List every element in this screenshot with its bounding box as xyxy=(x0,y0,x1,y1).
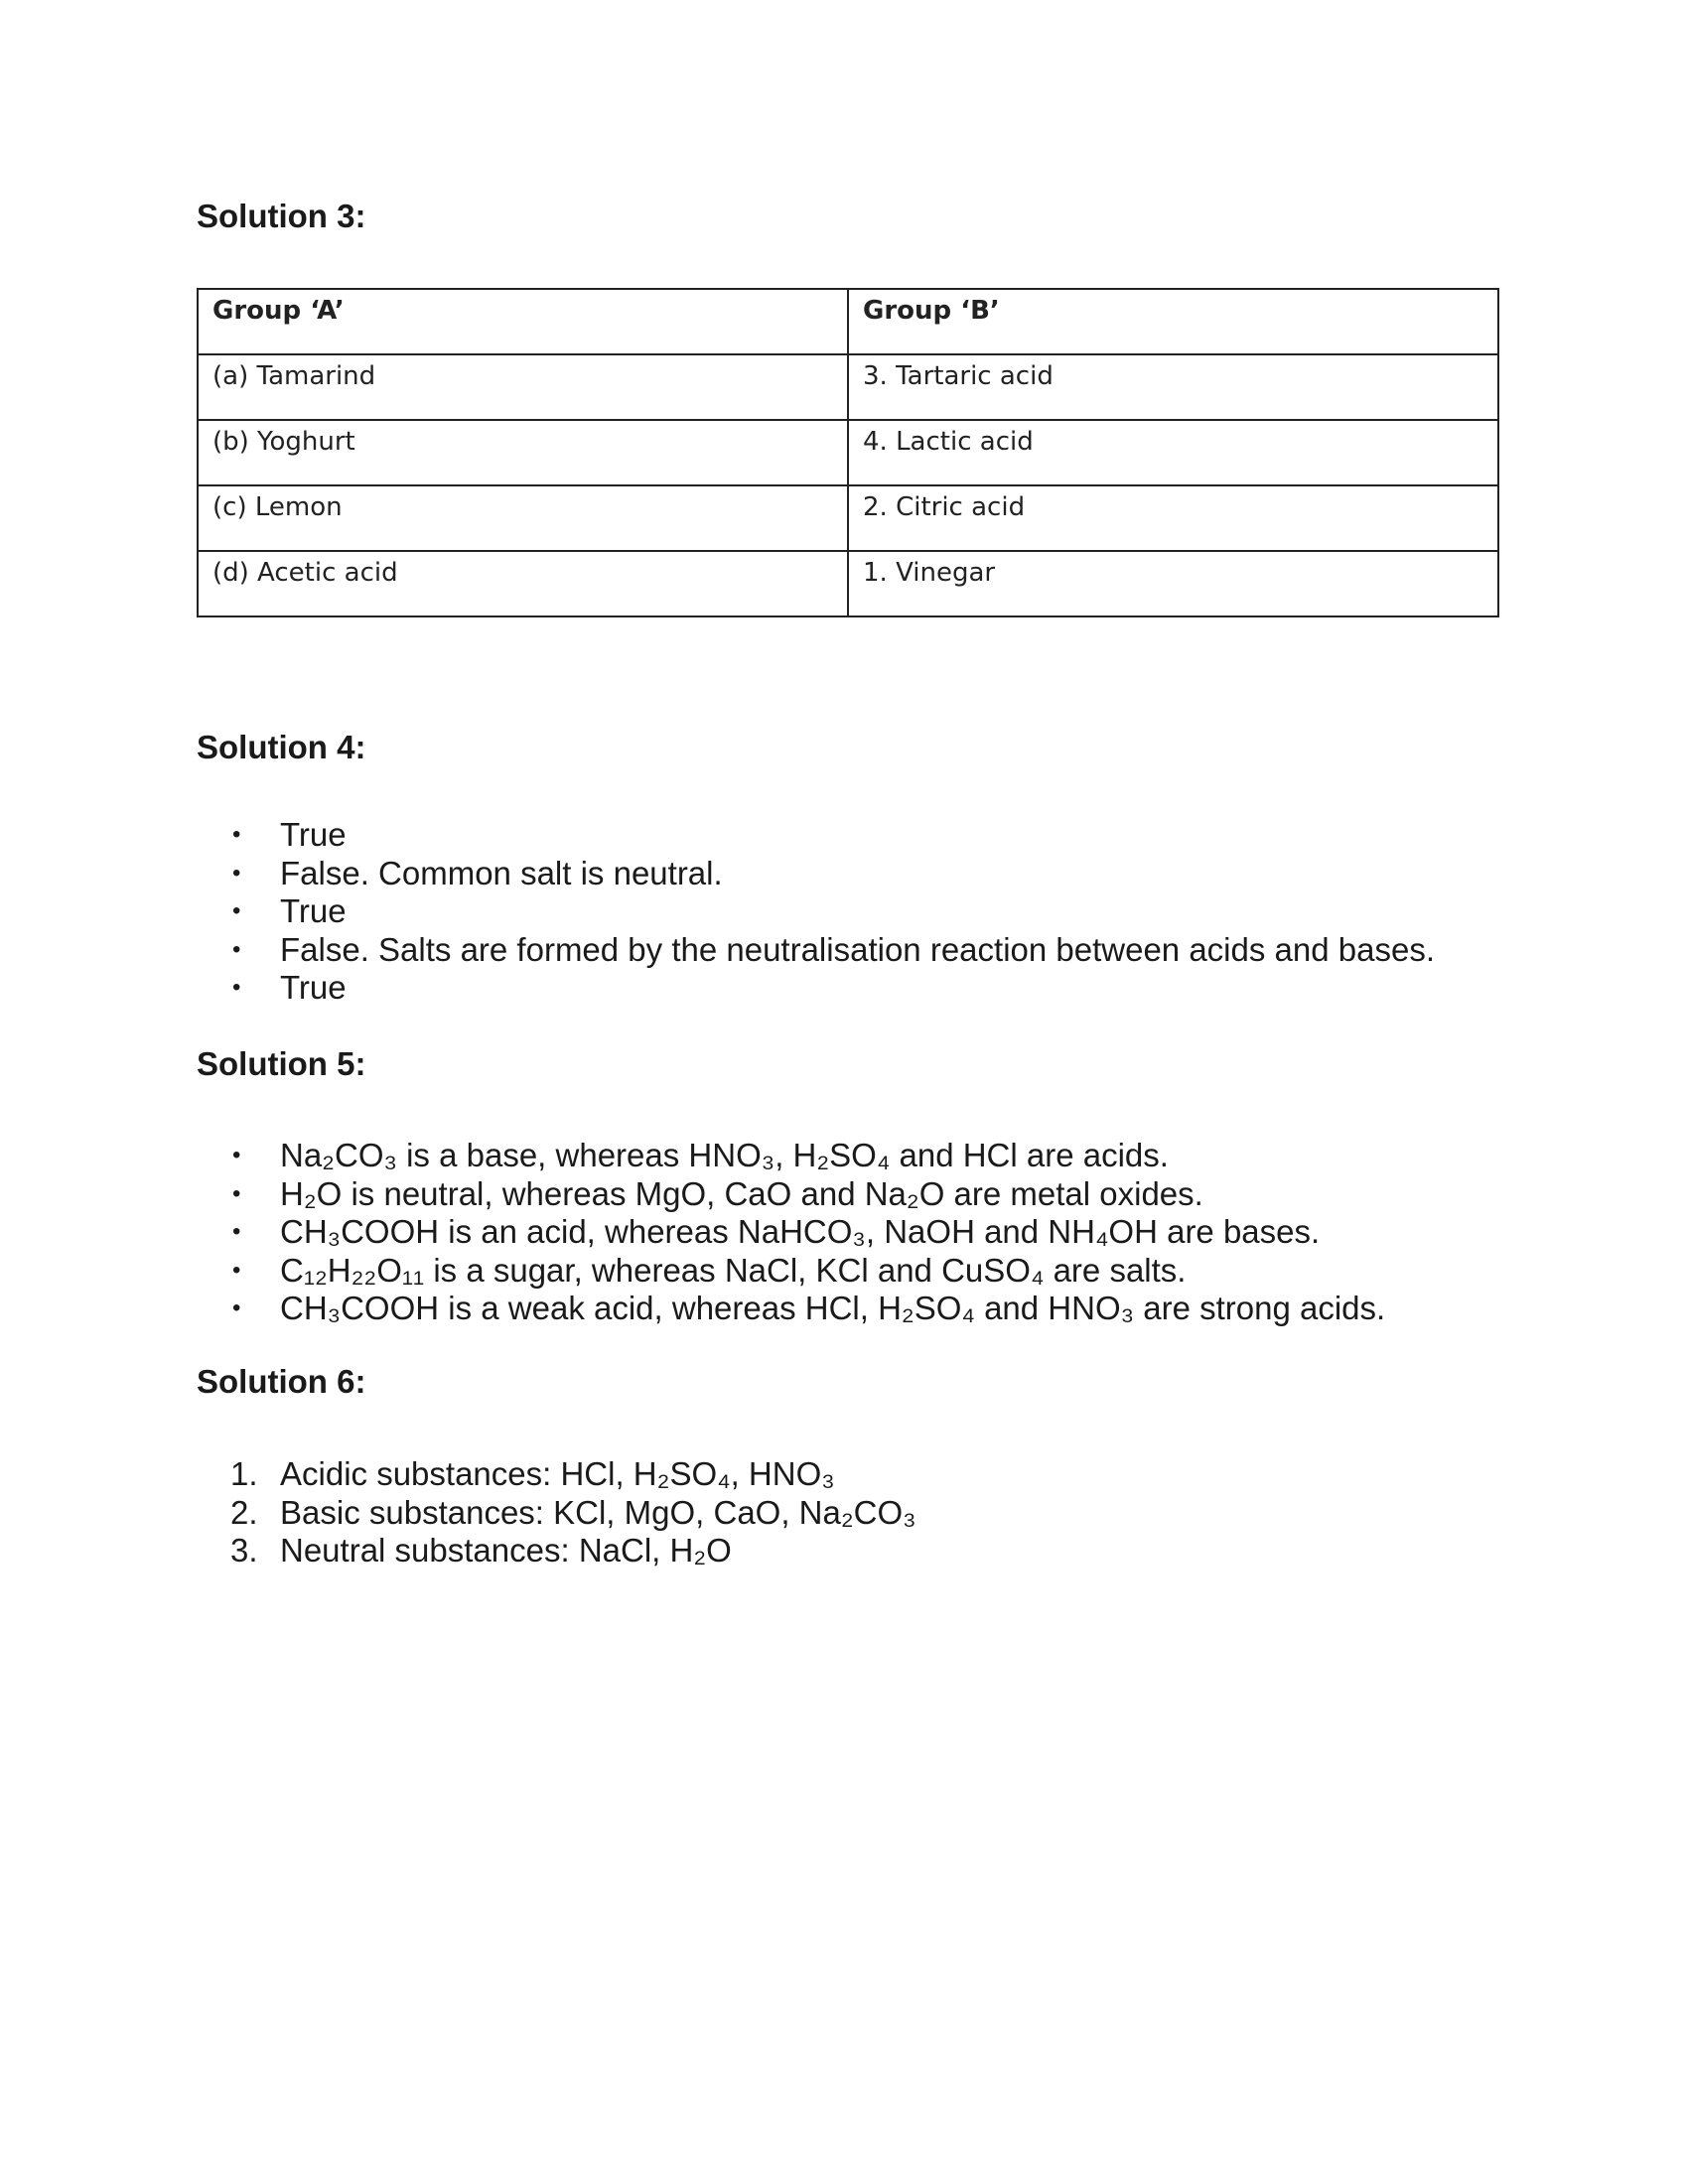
list-item-number: 3. xyxy=(230,1532,258,1569)
bullet-icon: • xyxy=(232,974,241,1001)
list-item-text: True xyxy=(280,816,347,853)
bullet-icon: • xyxy=(232,1256,241,1284)
bullet-icon: • xyxy=(232,821,241,848)
bullet-icon: • xyxy=(232,1218,241,1245)
list-item xyxy=(197,1494,916,1533)
list-item xyxy=(197,1175,1385,1214)
list-item xyxy=(197,1137,1385,1175)
solution-5-heading: Solution 5: xyxy=(197,1045,366,1082)
list-item-text: CH₃COOH is a weak acid, whereas HCl, H₂SO₄ and HNO₃ are strong acids. xyxy=(280,1290,1386,1326)
bullet-icon: • xyxy=(232,1179,241,1207)
list-item-text: False. Common salt is neutral. xyxy=(280,854,723,891)
list-item xyxy=(197,969,1435,1008)
list-item-text: True xyxy=(280,892,347,929)
bullet-icon: • xyxy=(232,1142,241,1168)
list-item-text: Acidic substances: HCl, H₂SO₄, HNO₃ xyxy=(280,1455,835,1492)
list-item xyxy=(197,1252,1385,1291)
list-item-text: H₂O is neutral, whereas MgO, CaO and Na₂O are metal oxides. xyxy=(280,1174,1203,1212)
list-item-text: False. Salts are formed by the neutralisation reaction between acids and bases. xyxy=(280,930,1435,968)
table-row xyxy=(198,420,1498,485)
solution-5-list xyxy=(197,1137,1385,1328)
table-cell: (c) Lemon xyxy=(198,485,848,551)
table-cell: (d) Acetic acid xyxy=(198,551,848,616)
solution-3-heading: Solution 3: xyxy=(197,198,366,234)
table-row xyxy=(198,485,1498,551)
table-cell: (a) Tamarind xyxy=(198,354,848,420)
list-item-text: CH₃COOH is an acid, whereas NaHCO₃, NaOH and NH₄OH are bases. xyxy=(280,1213,1321,1250)
list-item xyxy=(197,1213,1385,1252)
list-item xyxy=(197,1532,916,1570)
list-item xyxy=(197,855,1435,893)
table-cell: 1. Vinegar xyxy=(848,551,1498,616)
bullet-icon: • xyxy=(232,1295,241,1321)
list-item-text: True xyxy=(280,969,347,1006)
list-item xyxy=(197,1455,916,1494)
bullet-icon: • xyxy=(232,935,241,963)
list-item-number: 1. xyxy=(230,1455,258,1492)
list-item xyxy=(197,816,1435,855)
table-header-row xyxy=(198,289,1498,354)
list-item-text: Na₂CO₃ is a base, whereas HNO₃, H₂SO₄ and HCl are acids. xyxy=(280,1137,1169,1173)
list-item xyxy=(197,931,1435,970)
list-item xyxy=(197,892,1435,931)
bullet-icon: • xyxy=(232,859,241,887)
table-cell: 4. Lactic acid xyxy=(848,420,1498,485)
list-item-text: Neutral substances: NaCl, H₂O xyxy=(280,1532,732,1569)
table-cell: (b) Yoghurt xyxy=(198,420,848,485)
solution-4-heading: Solution 4: xyxy=(197,729,366,765)
solution-6-heading: Solution 6: xyxy=(197,1363,366,1400)
list-item-text: C₁₂H₂₂O₁₁ is a sugar, whereas NaCl, KCl and CuSO₄ are salts. xyxy=(280,1251,1187,1289)
table-header-cell: Group ‘B’ xyxy=(848,289,1498,354)
solution-6-list xyxy=(197,1455,916,1570)
solution-4-list xyxy=(197,816,1435,1008)
bullet-icon: • xyxy=(232,897,241,924)
table-cell: 2. Citric acid xyxy=(848,485,1498,551)
table-cell: 3. Tartaric acid xyxy=(848,354,1498,420)
list-item-text: Basic substances: KCl, MgO, CaO, Na₂CO₃ xyxy=(280,1493,916,1531)
list-item-number: 2. xyxy=(230,1493,258,1531)
table-row xyxy=(198,354,1498,420)
table-row xyxy=(198,551,1498,616)
table-header-cell: Group ‘A’ xyxy=(198,289,848,354)
matching-table xyxy=(197,288,1499,617)
list-item xyxy=(197,1290,1385,1328)
